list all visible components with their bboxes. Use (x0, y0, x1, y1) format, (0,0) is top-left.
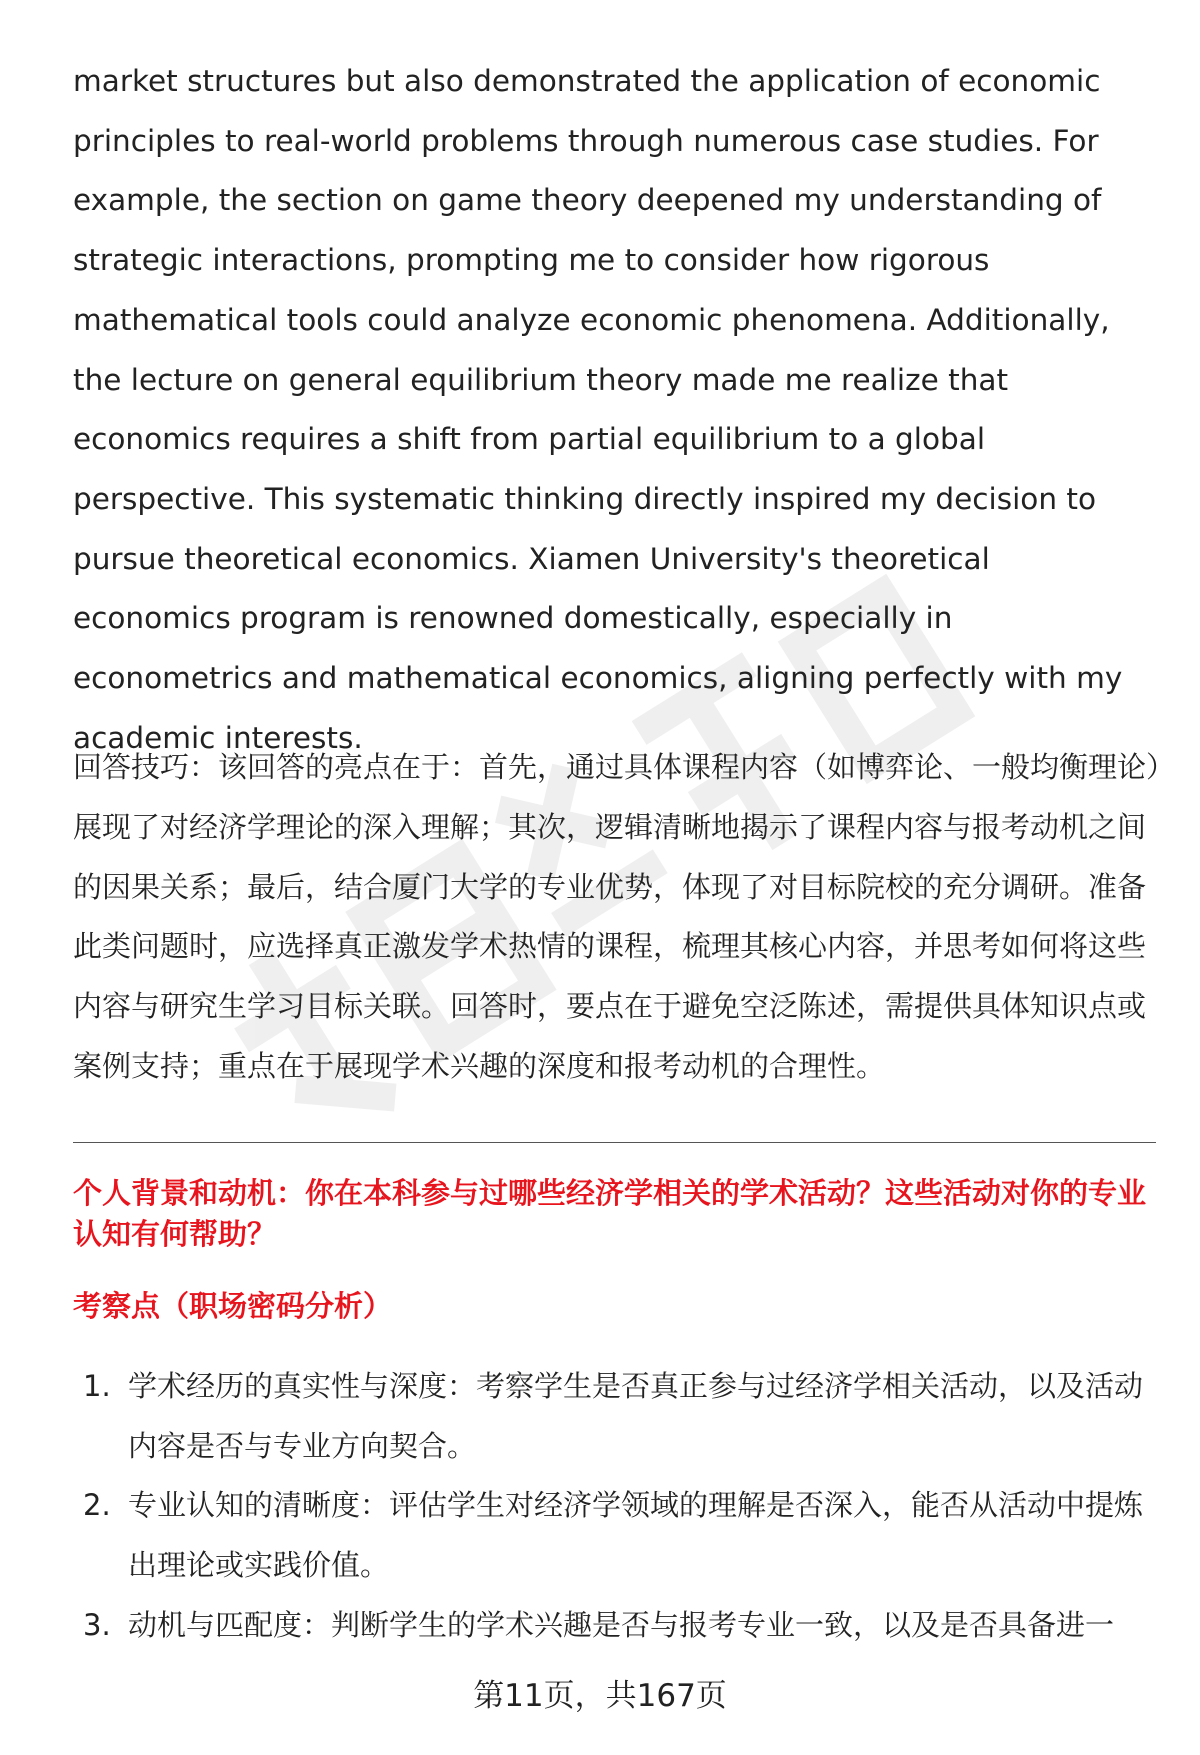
list-item-number: 3. (83, 1607, 111, 1642)
list-item-number: 2. (83, 1488, 111, 1523)
assessment-points-list (0, 1357, 1200, 1656)
section-divider (73, 1142, 1156, 1143)
answer-tip-label: 回答技巧： (73, 750, 219, 784)
answer-tip-paragraph (73, 738, 1163, 1097)
list-item-text: 专业认知的清晰度：评估学生对经济学领域的理解是否深入，能否从活动中提炼出理论或实践价值。 (128, 1488, 1144, 1583)
list-item (0, 1596, 1158, 1656)
answer-tip-text: 该回答的亮点在于：首先，通过具体课程内容（如博弈论、一般均衡理论）展现了对经济学理论的深入理解；其次，逻辑清晰地揭示了课程内容与报考动机之间的因果关系；最后，结合厦门大学的专业优势，体现了对目标院校的充分调研。准备此类问题时，应选择真正激发学术热情的课程，梳理其核心内容，并思考如何将这些内容与研究生学习目标关联。回答时，要点在于避免空泛陈述，需提供具体知识点或案例支持；重点在于展现学术兴趣的深度和报考动机的合理性。 (73, 750, 1161, 1083)
list-item-text: 学术经历的真实性与深度：考察学生是否真正参与过经济学相关活动，以及活动内容是否与专业方向契合。 (128, 1369, 1144, 1463)
page-footer: 第11页，共167页 (473, 1678, 727, 1714)
list-item-text: 动机与匹配度：判断学生的学术兴趣是否与报考专业一致，以及是否具备进一 (128, 1607, 1115, 1642)
english-answer-paragraph: market structures but also demonstrated the application of economic principles to real-world problems through numerous case studies. For example, the section on game theory deepened my understanding of strategic interactions, prompting me to consider how rigorous mathematical tools could analyze economic phenomena. Additionally, the lecture on general equilibrium theory made me realize that economics requires a shift from partial equilibrium to a global perspective. This systematic thinking directly inspired my decision to pursue theoretical economics. Xiamen University's theoretical economics program is renowned domestically, especially in econometrics and mathematical economics, aligning perfectly with my academic interests. (73, 64, 1123, 755)
list-item-number: 1. (83, 1369, 111, 1403)
assessment-points-heading: 考察点（职场密码分析） (73, 1289, 393, 1323)
list-item (0, 1476, 1158, 1595)
question-heading: 个人背景和动机：你在本科参与过哪些经济学相关的学术活动？这些活动对你的专业认知有何帮助？ (73, 1176, 1147, 1251)
list-item (0, 1357, 1158, 1476)
